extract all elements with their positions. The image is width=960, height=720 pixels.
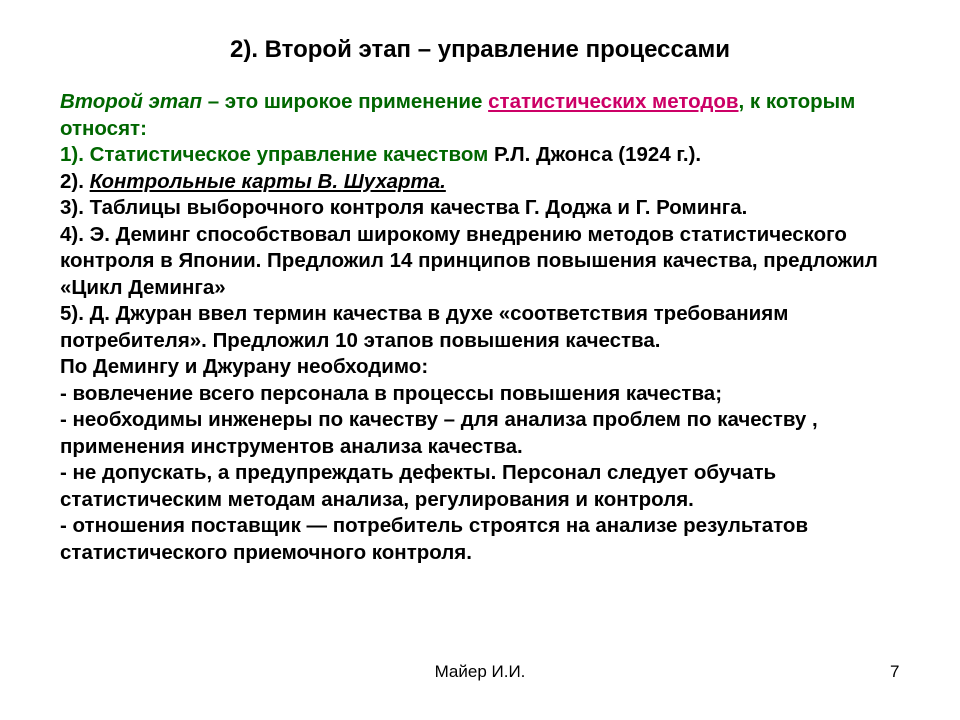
list-item-2-emphasis: Контрольные карты В. Шухарта. [89, 169, 446, 193]
page-number: 7 [890, 662, 900, 681]
intro-text-before-link: – это широкое применение [202, 90, 489, 113]
bullet-item: - отношения поставщик — потребитель строятся на анализе результатов статистического приемочного контроля. [60, 514, 809, 564]
list-item-1-black: Р.Л. Джонса (1924 г.). [493, 143, 702, 166]
list-item-5: 5). Д. Джуран ввел термин качества в духе «соответствия требованиям потребителя». Предложил 10 этапов повышения качества. [60, 302, 789, 352]
statistical-methods-link[interactable]: статистических методов [488, 90, 739, 113]
footer-author: Майер И.И. [434, 662, 526, 681]
list-item-1 [60, 142, 920, 169]
intro-italic-term: Второй этап [60, 90, 203, 113]
list-item-2 [60, 169, 920, 196]
intro-text-after-link: , к которым относят: [60, 90, 856, 140]
list-item-2-prefix: 2). [60, 169, 90, 193]
slide-title: 2). Второй этап – управление процессами [229, 36, 731, 63]
bullet-item: - не допускать, а предупреждать дефекты. Персонал следует обучать статистическим методам анализа, регулирования и контроля. [60, 461, 777, 511]
list-item-1-green: 1). Статистическое управление качеством [60, 143, 494, 166]
list-item-4: 4). Э. Деминг способствовал широкому внедрению методов статистического контроля в Японии. Предложил 14 принципов повышения качества, предложил «Цикл Деминга» [60, 222, 878, 299]
bullet-item: - вовлечение всего персонала в процессы повышения качества; [60, 381, 723, 405]
bullet-item: - необходимы инженеры по качеству – для анализа проблем по качеству , применения инструментов анализа качества. [60, 408, 818, 458]
slide-body [60, 89, 920, 566]
list-item-3: 3). Таблицы выборочного контроля качества Г. Доджа и Г. Роминга. [60, 196, 748, 219]
necessary-heading: По Демингу и Джурану необходимо: [60, 355, 429, 378]
intro-paragraph [60, 89, 920, 142]
